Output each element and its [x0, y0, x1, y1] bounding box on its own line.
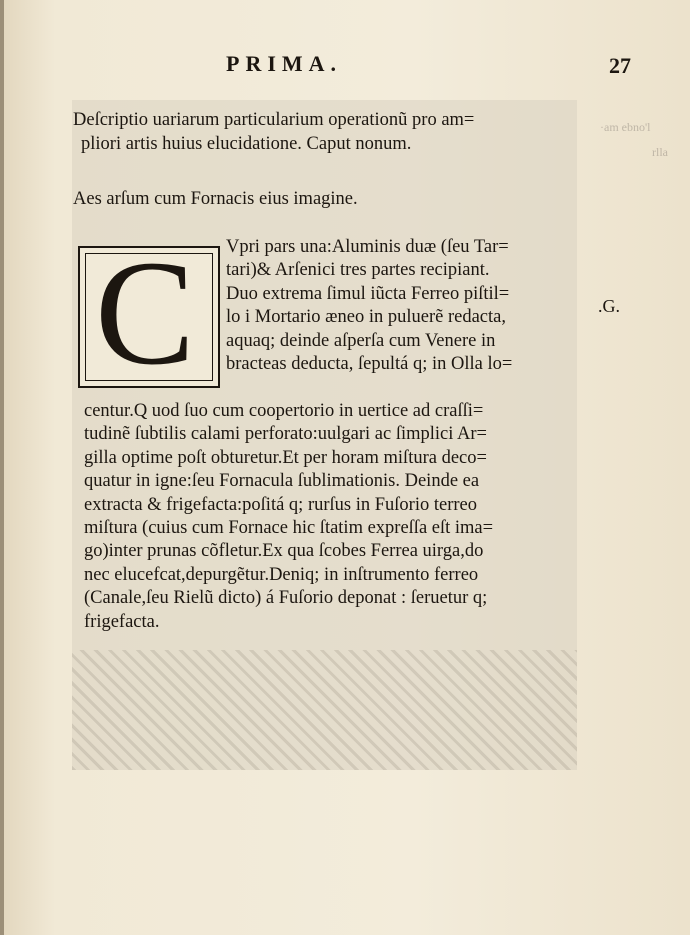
chapter-heading-line: Deſcriptio uariarum particularium operationũ pro am= — [73, 110, 475, 130]
decorated-initial — [78, 230, 220, 396]
text-line: Vpri pars una:Aluminis duæ (ſeu Tar= — [226, 237, 509, 257]
text-line: Duo extrema ſimul iũcta Ferreo piſtil= — [226, 283, 510, 304]
marginal-note: .G. — [598, 296, 620, 316]
show-through-text: rlla — [652, 145, 668, 159]
woodcut-show-through — [72, 650, 577, 770]
text-line: extracta & frigefacta:poſitá q; rurſus in Fuſorio terreo — [84, 494, 477, 515]
body-text-beside-initial — [226, 236, 512, 376]
page-gutter-edge — [0, 0, 4, 935]
text-line: bracteas deducta, ſepultá q; in Olla lo= — [226, 353, 513, 374]
text-line: tudinẽ ſubtilis calami perforato:uulgari ac ſimplici Ar= — [84, 424, 487, 445]
page-number: 27 — [609, 53, 631, 78]
running-head: PRIMA. — [226, 51, 343, 76]
text-line: go)inter prunas cõfletur.Ex qua ſcobes Ferrea uirga,do — [84, 541, 484, 562]
show-through-text: ·am ebno'l — [600, 120, 651, 134]
text-line: miſtura (cuius cum Fornace hic ſtatim expreſſa eſt ima= — [84, 517, 494, 538]
text-line: aquaq; deinde aſperſa cum Venere in — [226, 330, 496, 351]
text-line: quatur in igne:ſeu Fornacula ſublimationis. Deinde ea — [84, 471, 480, 492]
text-line: lo i Mortario æneo in puluerẽ redacta, — [226, 307, 506, 328]
text-line: (Canale,ſeu Rielũ dicto) á Fuſorio deponat : ſeruetur q; — [84, 588, 488, 609]
text-line: centur.Q uod ſuo cum coopertorio in uertice ad craſſi= — [84, 401, 484, 421]
chapter-heading-line: pliori artis huius elucidatione. Caput nonum. — [81, 134, 412, 154]
section-subheading: Aes arſum cum Fornacis eius imagine. — [73, 189, 358, 209]
initial-letter: C — [94, 230, 196, 396]
text-line: nec elucefcat,depurgẽtur.Deniq; in inſtrumento ferreo — [84, 564, 479, 585]
text-line: gilla optime poſt obturetur.Et per horam miſtura deco= — [84, 447, 487, 468]
body-text-main — [84, 400, 493, 634]
text-line: frigefacta. — [84, 611, 160, 632]
chapter-heading — [73, 108, 578, 156]
text-line: tari)& Arſenici tres partes recipiant. — [226, 260, 490, 281]
